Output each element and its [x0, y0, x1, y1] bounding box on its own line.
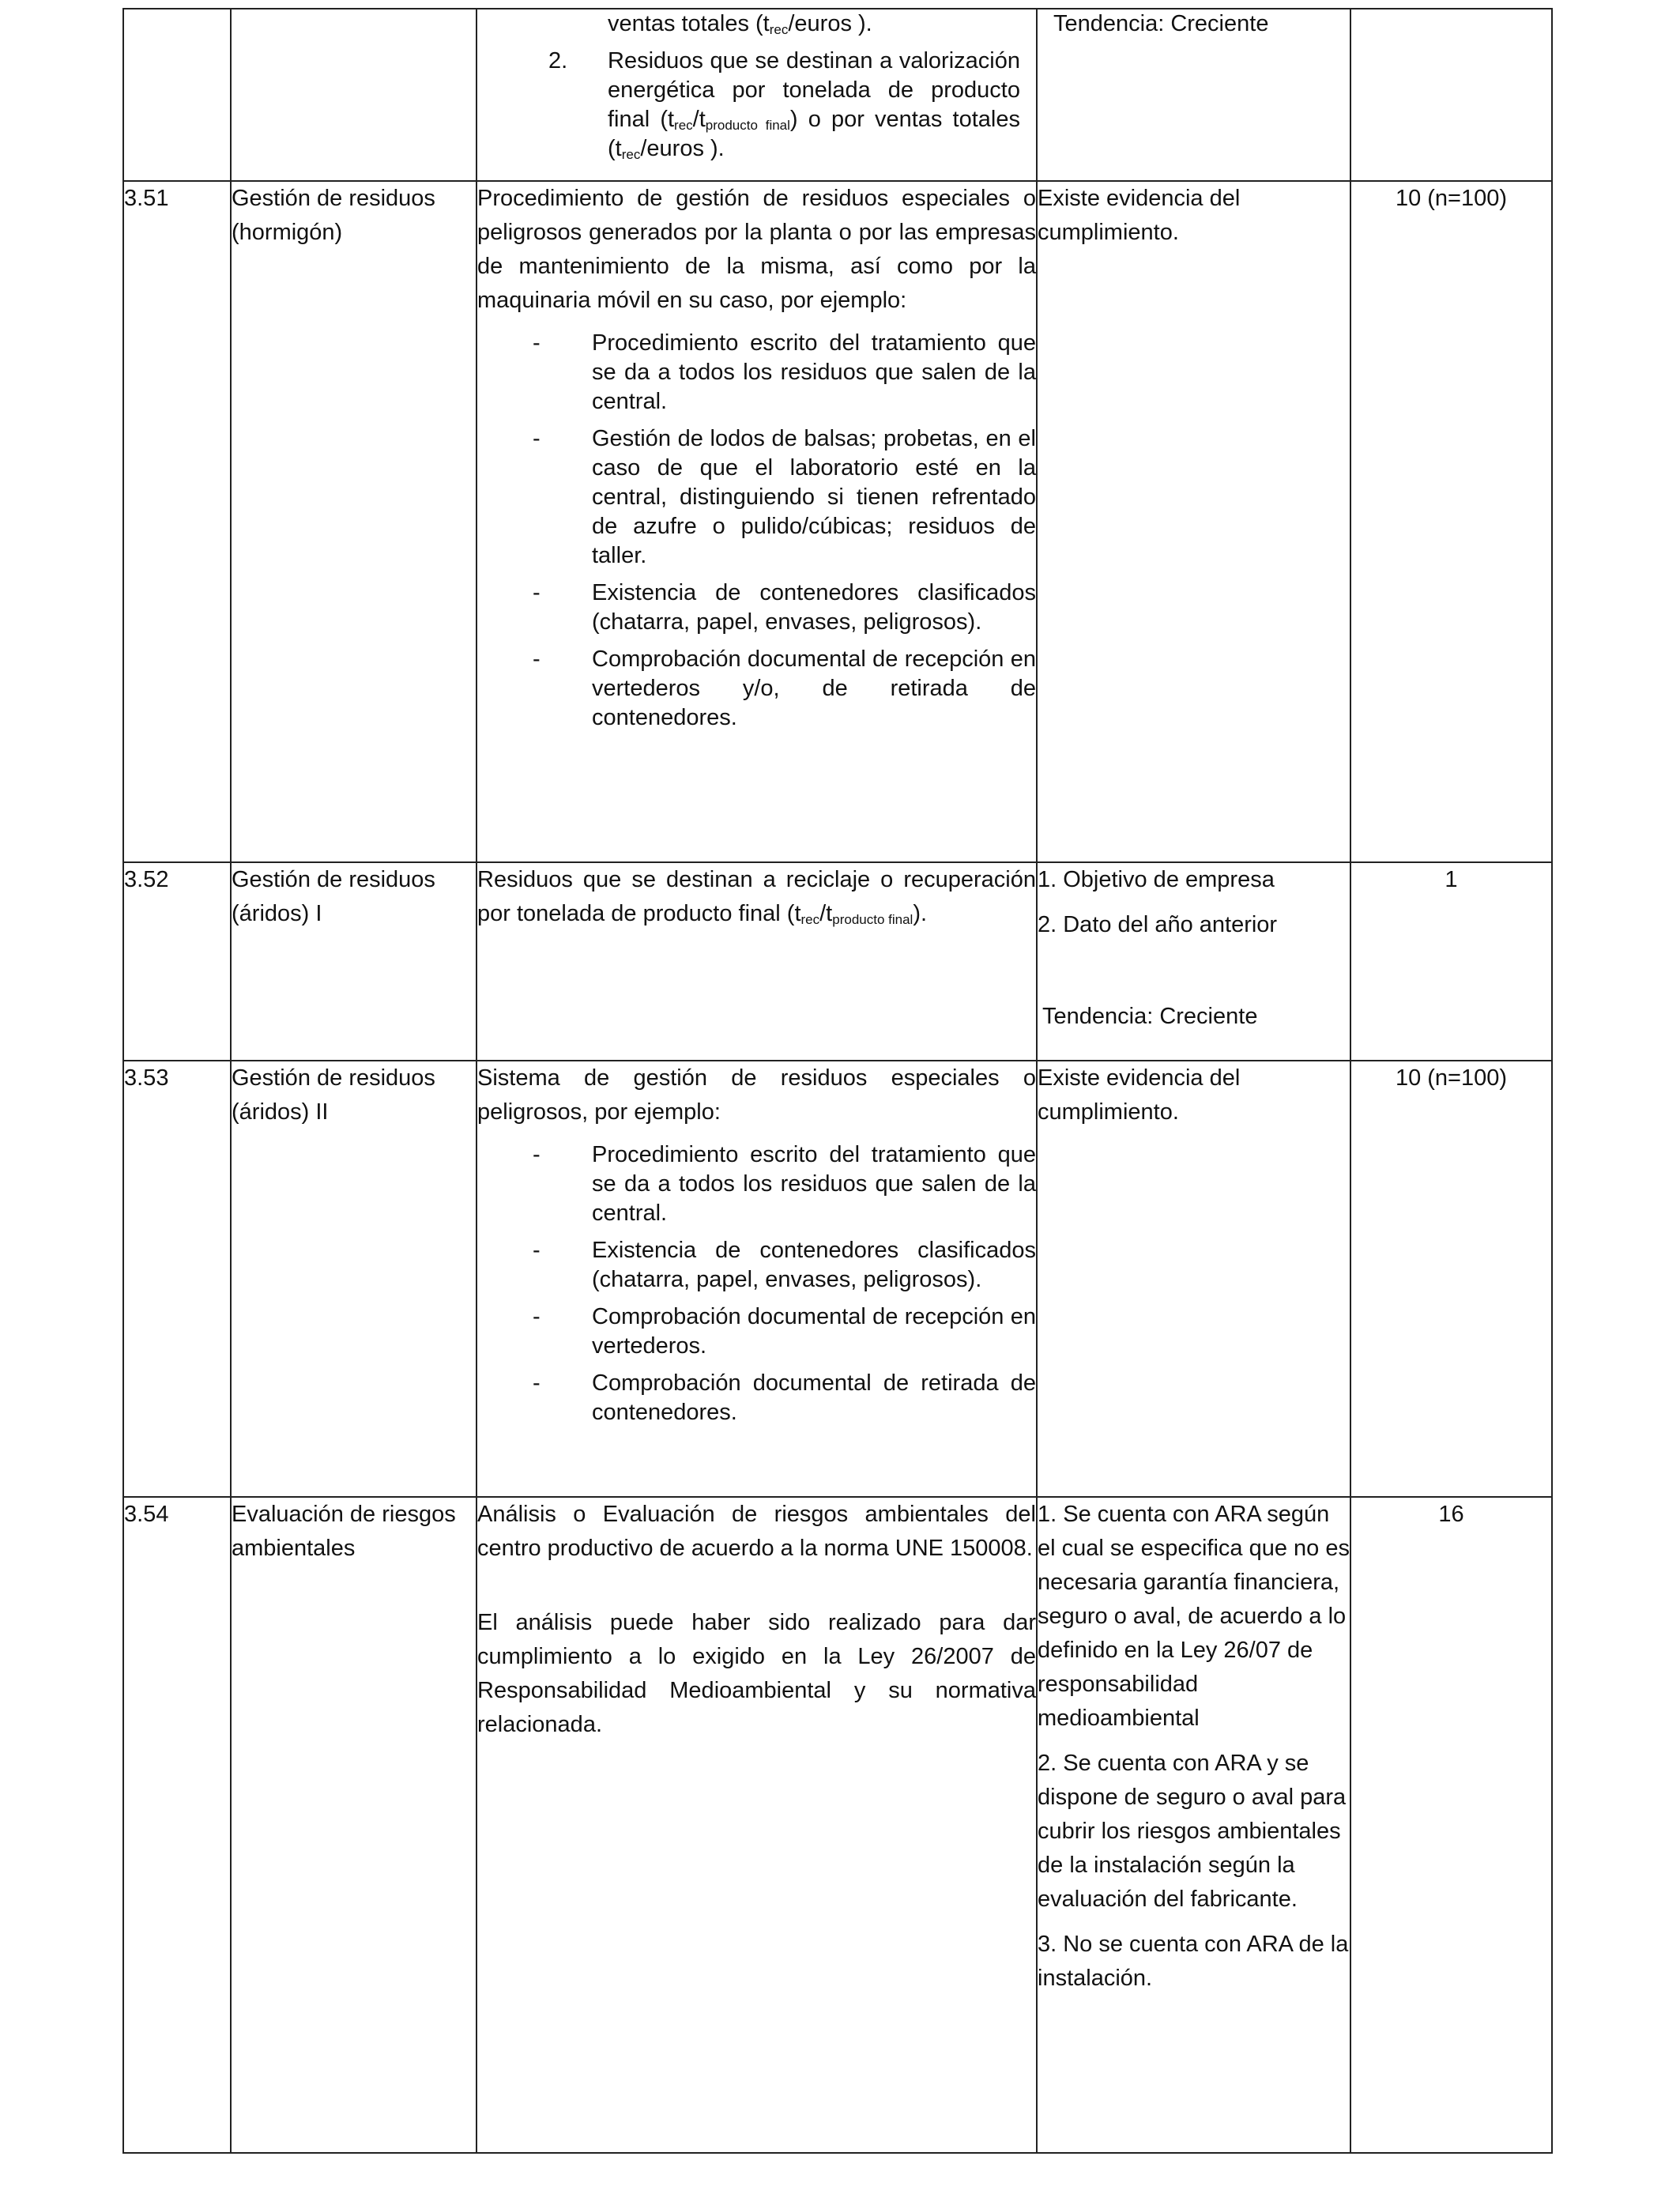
- list-item: 1. Objetivo de empresa: [1038, 867, 1275, 892]
- list-item: 2. Se cuenta con ARA y se dispone de seguro o aval para cubrir los riesgos ambientales de la instalación según la evaluación del fabricante.: [1038, 1751, 1347, 1912]
- cell-id: 3.54: [123, 1497, 231, 2153]
- description-intro: Sistema de gestión de residuos especiales o peligrosos, por ejemplo:: [477, 1065, 1036, 1125]
- trend-label: Tendencia: Creciente: [1053, 11, 1269, 36]
- cell-score: 16: [1350, 1497, 1552, 2153]
- description-intro: Procedimiento de gestión de residuos especiales o peligrosos generados por la planta o por las empresas de mantenimiento de la misma, así como por la maquinaria móvil en su caso, por ejemplo:: [477, 186, 1036, 313]
- cell-description: Procedimiento de gestión de residuos especiales o peligrosos generados por la planta o por las empresas de mantenimiento de la misma, así como por la maquinaria móvil en su caso, por ejemplo: - Procedimiento escrito del tratamiento que se da a todos los residuos que salen de la central. - Gestión de lodos de balsas; probetas, en el caso de que el laboratorio esté en la central, distinguiendo si tienen refrentado de azufre o pulido/cúbicas; residuos de taller. - Existencia de contenedores clasificados (chatarra, papel, envases, peligrosos). - Comprobación documental de recepción en vertederos y/o, de retirada de contenedores.: [477, 181, 1037, 862]
- list-item: Existencia de contenedores clasificados (chatarra, papel, envases, peligrosos).: [592, 1238, 1036, 1292]
- cell-description: [477, 862, 1037, 1061]
- list-item: ventas totales ($t_{rec}$/euros ).: [608, 11, 872, 37]
- cell-score: 1: [1350, 862, 1552, 1061]
- cell-title: Gestión de residuos (hormigón): [231, 181, 477, 862]
- list-item: 3. No se cuenta con ARA de la instalación.: [1038, 1932, 1349, 1991]
- cell-score: 10 (n=100): [1350, 1061, 1552, 1497]
- cell-score: [1350, 9, 1552, 181]
- cell-evaluation: [1037, 9, 1350, 181]
- list-item: Existencia de contenedores clasificados (chatarra, papel, envases, peligrosos).: [592, 580, 1036, 635]
- table-row: [123, 1497, 1552, 2153]
- table-row: [123, 9, 1552, 181]
- cell-evaluation: Existe evidencia del cumplimiento.: [1037, 181, 1350, 862]
- description-intro: Residuos que se destinan a reciclaje o recuperación por tonelada de producto final $(t_{rec}/t_{producto final})$.: [477, 867, 1036, 927]
- list-item: Procedimiento escrito del tratamiento que se da a todos los residuos que salen de la central.: [592, 330, 1036, 414]
- cell-score: 10 (n=100): [1350, 181, 1552, 862]
- cell-id: 3.52: [123, 862, 231, 1061]
- cell-description: [477, 1497, 1037, 2153]
- list-item: Comprobación documental de recepción en vertederos y/o, de retirada de contenedores.: [592, 647, 1036, 730]
- list-marker: 2.: [548, 48, 568, 74]
- list-item: 2. Dato del año anterior: [1038, 912, 1278, 937]
- list-item: Procedimiento escrito del tratamiento que se da a todos los residuos que salen de la central.: [592, 1142, 1036, 1226]
- criteria-table: [122, 8, 1553, 2154]
- cell-id: 3.51: [123, 181, 231, 862]
- cell-description: [477, 9, 1037, 181]
- cell-title: Gestión de residuos (áridos) II: [231, 1061, 477, 1497]
- list-item: Comprobación documental de retirada de contenedores.: [592, 1370, 1036, 1425]
- cell-evaluation: [1037, 862, 1350, 1061]
- table-row: [123, 1061, 1552, 1497]
- cell-description: Sistema de gestión de residuos especiales o peligrosos, por ejemplo: - Procedimiento escrito del tratamiento que se da a todos los residuos que salen de la central. - Existencia de contenedores clasificados (chatarra, papel, envases, peligrosos). - Comprobación documental de recepción en vertederos. - Comprobación documental de retirada de contenedores.: [477, 1061, 1037, 1497]
- cell-evaluation: [1037, 1497, 1350, 2153]
- cell-title: Evaluación de riesgos ambientales: [231, 1497, 477, 2153]
- cell-title: Gestión de residuos (áridos) I: [231, 862, 477, 1061]
- paragraph: Análisis o Evaluación de riesgos ambientales del centro productivo de acuerdo a la norma UNE 150008.: [477, 1502, 1036, 1561]
- list-item: Residuos que se destinan a valorización energética por tonelada de producto final $(t_{rec}/t_{producto final})$ o por ventas totales ($t_{rec}$/euros ).: [608, 48, 1020, 162]
- list-item: Gestión de lodos de balsas; probetas, en el caso de que el laboratorio esté en la central, distinguiendo si tienen refrentado de azufre o pulido/cúbicas; residuos de taller.: [592, 426, 1036, 568]
- trend-label: Tendencia: Creciente: [1042, 1004, 1258, 1029]
- table-row: [123, 181, 1552, 862]
- table-row: [123, 862, 1552, 1061]
- list-item: 1. Se cuenta con ARA según el cual se especifica que no es necesaria garantía financiera, seguro o aval, de acuerdo a lo definido en la Ley 26/07 de responsabilidad medioambiental: [1038, 1502, 1350, 1731]
- cell-title: [231, 9, 477, 181]
- list-item: Comprobación documental de recepción en vertederos.: [592, 1304, 1036, 1359]
- cell-id: [123, 9, 231, 181]
- paragraph: El análisis puede haber sido realizado para dar cumplimiento a lo exigido en la Ley 26/2007 de Responsabilidad Medioambiental y su normativa relacionada.: [477, 1610, 1036, 1737]
- cell-id: 3.53: [123, 1061, 231, 1497]
- cell-evaluation: Existe evidencia del cumplimiento.: [1037, 1061, 1350, 1497]
